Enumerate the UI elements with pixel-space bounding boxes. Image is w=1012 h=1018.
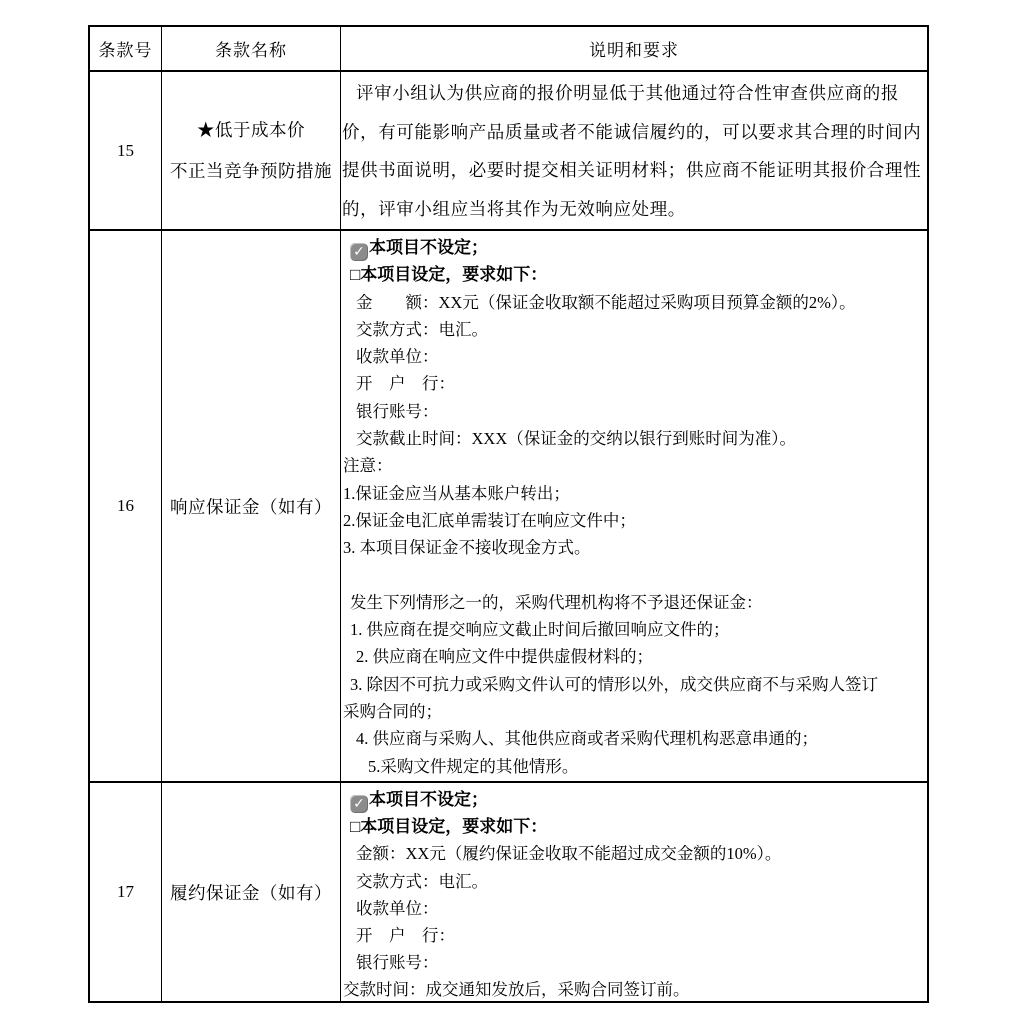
line-text: 交款时间：成交通知发放后，采购合同签订前。 xyxy=(343,980,690,1000)
header-clause-name xyxy=(162,27,341,72)
line-text: 收款单位： xyxy=(356,898,439,918)
text-line xyxy=(341,190,927,229)
text-line xyxy=(341,840,927,867)
header-clause-number xyxy=(90,27,162,72)
line-text: 2. 供应商在响应文件中提供虚假材料的； xyxy=(356,647,653,667)
text-line xyxy=(341,289,927,316)
line-text: 采购合同的； xyxy=(343,702,442,722)
line-text: 5.采购文件规定的其他情形。 xyxy=(368,756,579,776)
checked-checkbox-icon: ✓ xyxy=(350,795,368,813)
line-text: 3. 本项目保证金不接收现金方式。 xyxy=(343,538,591,558)
line-text: 注意： xyxy=(343,456,393,476)
checked-checkbox-icon: ✓ xyxy=(350,243,368,261)
clause-name-15-line2: 不正当竞争预防措施 xyxy=(170,160,332,181)
header-description xyxy=(341,27,927,72)
text-line xyxy=(341,507,927,534)
line-text: 4. 供应商与采购人、其他供应商或者采购代理机构恶意串通的； xyxy=(356,729,818,749)
line-text: 2.保证金电汇底单需装订在响应文件中； xyxy=(343,510,636,530)
line-text: □本项目设定，要求如下： xyxy=(350,265,548,285)
text-line xyxy=(341,74,927,113)
header-clause-number-label: 条款号 xyxy=(98,41,153,60)
clause-number-15-value: 15 xyxy=(117,140,134,160)
text-line xyxy=(341,868,927,895)
text-line xyxy=(341,316,927,343)
clause-name-15 xyxy=(162,72,341,231)
text-line xyxy=(341,589,927,616)
clause-desc-17 xyxy=(341,783,927,1001)
clause-name-16 xyxy=(162,231,341,783)
clause-desc-15 xyxy=(341,72,927,231)
line-text: 发生下列情形之一的，采购代理机构将不予退还保证金： xyxy=(350,592,763,612)
text-line xyxy=(341,753,927,780)
text-line xyxy=(341,425,927,452)
line-text: 银行账号： xyxy=(356,401,439,421)
line-text: 交款方式：电汇。 xyxy=(356,319,488,339)
clause-name-17-label: 履约保证金（如有） xyxy=(170,882,332,903)
line-text: 交款方式：电汇。 xyxy=(356,871,488,891)
text-line xyxy=(341,480,927,507)
clause-number-16 xyxy=(90,231,162,783)
line-text: 3. 除因不可抗力或采购文件认可的情形以外，成交供应商不与采购人签订 xyxy=(350,674,878,694)
text-line xyxy=(341,671,927,698)
clause-number-16-value: 16 xyxy=(117,496,134,515)
text-line xyxy=(341,698,927,725)
clause-number-17-value: 17 xyxy=(117,882,134,901)
text-line xyxy=(341,562,927,589)
clause-number-15 xyxy=(90,72,162,231)
line-text: 开 户 行： xyxy=(356,925,455,945)
text-line xyxy=(341,922,927,949)
line-text: 金额：XX元（履约保证金收取不能超过成交金额的10%）。 xyxy=(356,844,782,864)
text-line xyxy=(341,725,927,752)
line-text: 本项目不设定； xyxy=(369,238,488,257)
line-text: 收款单位： xyxy=(356,347,439,367)
line-text: 开 户 行： xyxy=(356,374,455,394)
line-text: 1.保证金应当从基本账户转出； xyxy=(343,483,570,503)
text-line xyxy=(341,452,927,479)
clause-name-17 xyxy=(162,783,341,1001)
line-text: 的，评审小组应当将其作为无效响应处理。 xyxy=(342,198,686,219)
line-text: 金 额：XX元（保证金收取额不能超过采购项目预算金额的2%）。 xyxy=(356,292,856,312)
option-project-not-set xyxy=(341,234,927,261)
header-clause-name-label: 条款名称 xyxy=(215,41,287,60)
line-text: 银行账号： xyxy=(356,953,439,973)
clause-name-16-label: 响应保证金（如有） xyxy=(170,496,332,517)
line-text: 评审小组认为供应商的报价明显低于其他通过符合性审查供应商的报 xyxy=(356,83,899,103)
option-project-set xyxy=(341,813,927,840)
text-line xyxy=(341,643,927,670)
text-line xyxy=(341,113,927,152)
text-line xyxy=(341,151,927,190)
text-line xyxy=(341,616,927,643)
header-description-label: 说明和要求 xyxy=(589,41,679,60)
line-text: 交款截止时间：XXX（保证金的交纳以银行到账时间为准）。 xyxy=(356,429,796,449)
line-text: □本项目设定，要求如下： xyxy=(350,817,548,837)
line-text: 提供书面说明，必要时提交相关证明材料；供应商不能证明其报价合理性 xyxy=(342,160,922,180)
line-text: 1. 供应商在提交响应文截止时间后撤回响应文件的； xyxy=(350,620,730,640)
clause-number-17 xyxy=(90,783,162,1001)
text-line xyxy=(341,949,927,976)
clause-desc-16 xyxy=(341,231,927,783)
text-line xyxy=(341,398,927,425)
text-line xyxy=(341,370,927,397)
clauses-table xyxy=(88,25,929,1003)
option-project-not-set xyxy=(341,786,927,813)
line-text: 本项目不设定； xyxy=(369,790,488,809)
clause-name-15-line1: ★低于成本价 xyxy=(197,119,305,140)
line-text: 价，有可能影响产品质量或者不能诚信履约的，可以要求其合理的时间内 xyxy=(342,121,922,142)
text-line xyxy=(341,895,927,922)
text-line xyxy=(341,976,927,1001)
text-line xyxy=(341,343,927,370)
text-line xyxy=(341,534,927,561)
option-project-set xyxy=(341,261,927,288)
